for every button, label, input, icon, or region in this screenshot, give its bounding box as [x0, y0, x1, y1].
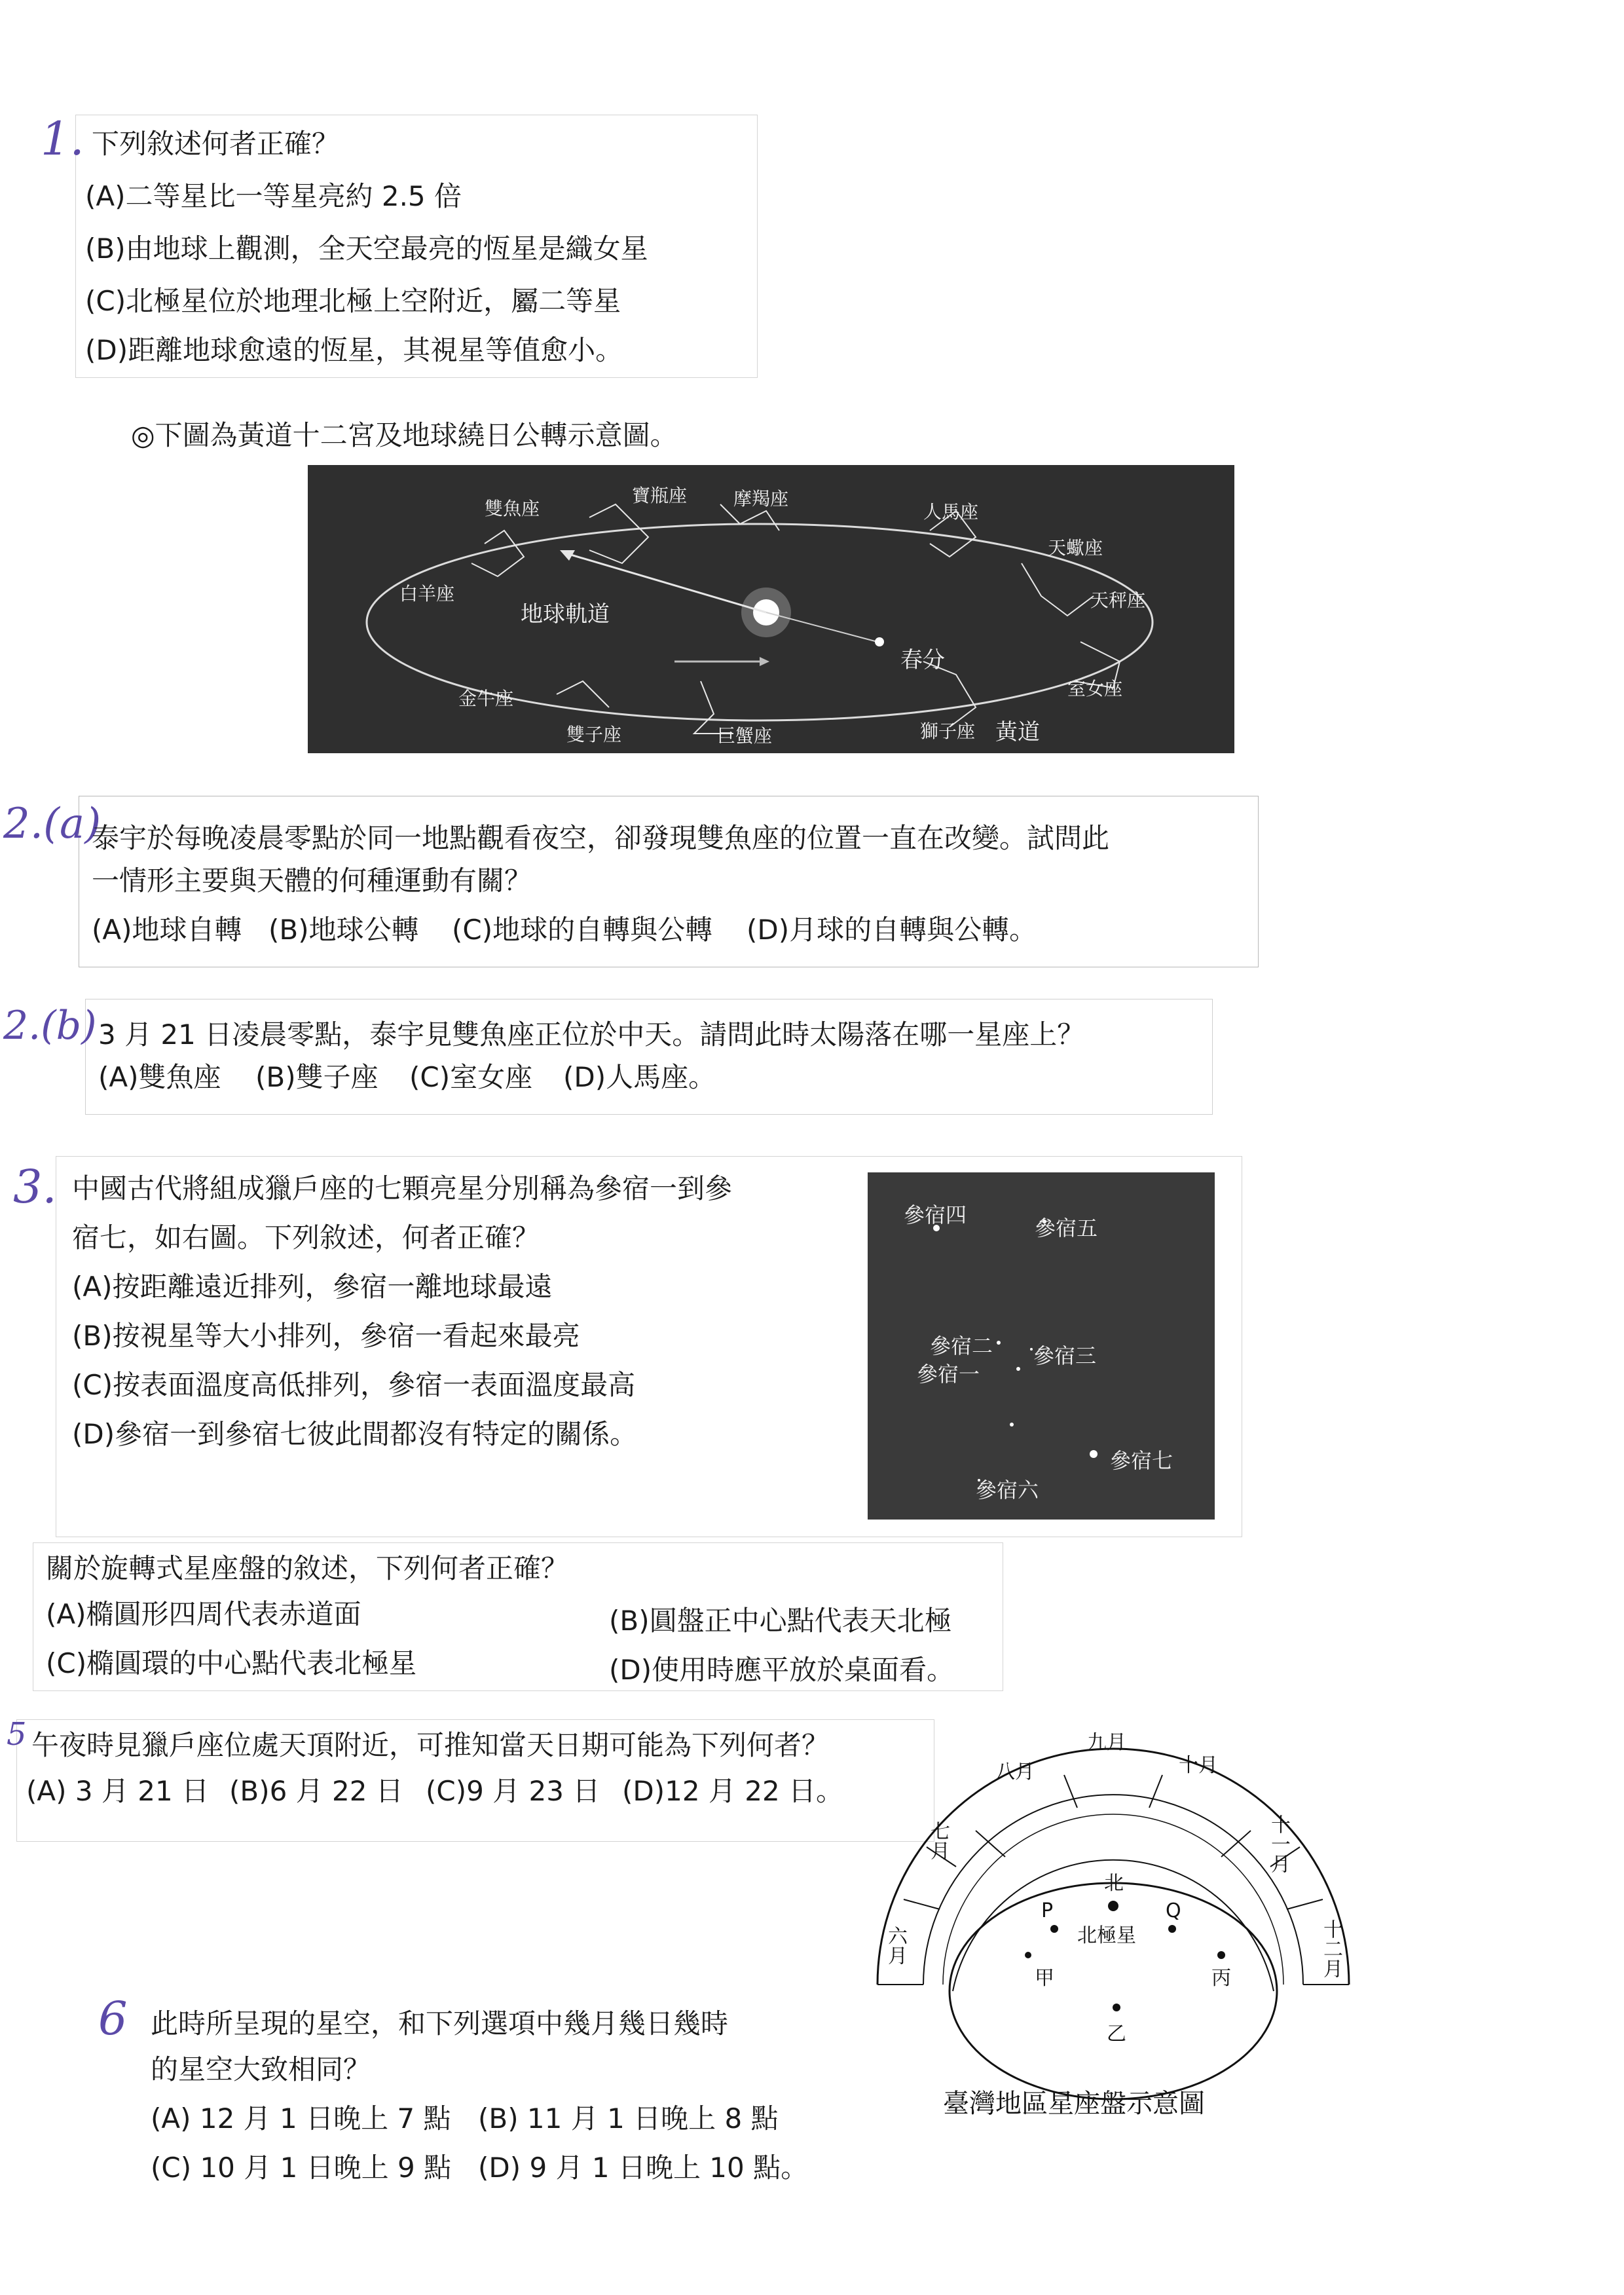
month-august: 八月: [995, 1761, 1035, 1783]
question-5-option-c: (C)9 月 23 日: [426, 1775, 600, 1807]
label-earth-orbit: 地球軌道: [521, 601, 610, 627]
month-july: 七月: [927, 1821, 950, 1860]
question-2a-option-d: (D)月球的自轉與公轉。: [747, 914, 1037, 946]
label-north: 北: [1104, 1872, 1124, 1895]
question-3-number: 3.: [13, 1160, 57, 1214]
label-leo: 獅子座: [920, 720, 976, 742]
label-aries: 白羊座: [399, 583, 455, 605]
question-3-option-c: (C)按表面溫度高低排列，參宿一表面溫度最高: [72, 1369, 636, 1401]
question-2b-option-b: (B)雙子座: [255, 1061, 378, 1093]
question-3-stem-line-1: 中國古代將組成獵戶座的七顆亮星分別稱為參宿一到參: [72, 1172, 733, 1204]
month-november: 十一月: [1267, 1814, 1290, 1873]
question-2a-stem-line-1: 泰宇於每晚凌晨零點於同一地點觀看夜空，卻發現雙魚座的位置一直在改變。試問此: [92, 822, 1110, 854]
zodiac-diagram: [308, 465, 1234, 753]
question-6-option-d: (D) 9 月 1 日晚上 10 點。: [478, 2152, 809, 2184]
orion-photo: [868, 1172, 1215, 1520]
question-4-option-a: (A)橢圓形四周代表赤道面: [46, 1598, 361, 1630]
planisphere-caption: 臺灣地區星座盤示意圖: [943, 2089, 1205, 2119]
question-6-option-a: (A) 12 月 1 日晚上 7 點: [151, 2102, 451, 2135]
question-4-option-d: (D)使用時應平放於桌面看。: [609, 1654, 955, 1686]
question-1-option-c: (C)北極星位於地理北極上空附近，屬二等星: [85, 285, 621, 317]
label-pisces: 雙魚座: [485, 498, 540, 519]
question-2b-option-a: (A)雙魚座: [98, 1061, 221, 1093]
question-2a-stem-line-2: 一情形主要與天體的何種運動有關？: [92, 865, 532, 897]
question-3-option-d: (D)參宿一到參宿七彼此間都沒有特定的關係。: [72, 1418, 638, 1450]
label-saiph: 參宿六: [976, 1478, 1039, 1502]
question-6-option-c: (C) 10 月 1 日晚上 9 點: [151, 2152, 452, 2184]
label-virgo: 室女座: [1067, 678, 1123, 700]
planisphere-center-dot: [1108, 1901, 1118, 1911]
month-june: 六月: [884, 1926, 907, 1965]
label-gemini: 雙子座: [566, 724, 622, 745]
label-cancer: 巨蟹座: [717, 725, 773, 747]
earth-dot: [875, 637, 884, 646]
question-3-option-b: (B)按視星等大小排列，參宿一看起來最亮: [72, 1320, 580, 1352]
question-6-number: 6: [98, 1992, 128, 2045]
label-libra: 天秤座: [1090, 589, 1146, 611]
question-2b-block: [85, 999, 1213, 1115]
question-1-number: 1.: [41, 112, 84, 166]
question-2b-number: 2.(b): [3, 1003, 97, 1049]
label-bellatrix: 參宿五: [1035, 1216, 1098, 1241]
label-alnilam: 參宿二: [930, 1334, 993, 1358]
label-ecliptic: 黃道: [995, 719, 1040, 745]
question-1-stem: 下列敘述何者正確？: [92, 128, 340, 160]
label-mintaka: 參宿三: [1033, 1343, 1097, 1368]
month-october: 十月: [1179, 1754, 1218, 1777]
label-sagittarius: 人馬座: [923, 501, 979, 523]
label-rigel: 參宿七: [1110, 1448, 1173, 1473]
planisphere-art: [864, 1709, 1362, 2116]
label-scorpius: 天蠍座: [1048, 537, 1103, 559]
month-december: 十二月: [1320, 1919, 1342, 1978]
zodiac-intro: ◎下圖為黃道十二宮及地球繞日公轉示意圖。: [131, 419, 678, 451]
question-5-stem: 午夜時見獵戶座位處天頂附近，可推知當天日期可能為下列何者？: [31, 1729, 830, 1761]
question-2a-option-c: (C)地球的自轉與公轉: [452, 914, 713, 946]
question-5-number: 5: [7, 1716, 27, 1753]
label-q: Q: [1166, 1899, 1181, 1922]
label-yi: 乙: [1107, 2023, 1126, 2045]
question-5-option-d: (D)12 月 22 日。: [622, 1775, 844, 1807]
question-4-stem: 關於旋轉式星座盤的敘述，下列何者正確？: [46, 1552, 569, 1584]
month-september: 九月: [1087, 1731, 1126, 1754]
label-capricorn: 摩羯座: [733, 488, 789, 510]
question-5-option-b: (B)6 月 22 日: [229, 1775, 403, 1807]
question-3-stem-line-2: 宿七，如右圖。下列敘述，何者正確？: [72, 1222, 540, 1254]
label-vernal-equinox: 春分: [900, 647, 945, 673]
planisphere-diagram: [864, 1709, 1362, 2119]
question-2b-option-c: (C)室女座: [409, 1061, 533, 1093]
label-jia: 甲: [1035, 1967, 1054, 1990]
question-2a-number: 2.(a): [3, 800, 101, 848]
question-1-option-d: (D)距離地球愈遠的恆星，其視星等值愈小。: [85, 334, 623, 366]
question-4-option-b: (B)圓盤正中心點代表天北極: [609, 1605, 952, 1637]
question-1-option-a: (A)二等星比一等星亮約 2.5 倍: [85, 180, 462, 212]
question-1-option-b: (B)由地球上觀測，全天空最亮的恆星是織女星: [85, 233, 648, 265]
question-2b-stem: 3 月 21 日凌晨零點，泰宇見雙魚座正位於中天。請問此時太陽落在哪一星座上？: [98, 1018, 1085, 1051]
question-2a-option-b: (B)地球公轉: [268, 914, 419, 946]
planisphere-window: [950, 1883, 1277, 2099]
question-2b-option-d: (D)人馬座。: [563, 1061, 716, 1093]
question-6-option-b: (B) 11 月 1 日晚上 8 點: [478, 2102, 779, 2135]
label-taurus: 金牛座: [458, 688, 514, 709]
label-bing: 丙: [1211, 1967, 1231, 1990]
label-alnitak: 參宿一: [917, 1362, 980, 1387]
question-6-stem-line-1: 此時所呈現的星空，和下列選項中幾月幾日幾時: [151, 2007, 729, 2040]
question-6-stem-line-2: 的星空大致相同？: [151, 2053, 371, 2085]
label-betelgeuse: 參宿四: [904, 1203, 967, 1227]
question-4-option-c: (C)橢圓環的中心點代表北極星: [46, 1647, 417, 1679]
label-polaris: 北極星: [1077, 1924, 1136, 1947]
question-5-option-a: (A) 3 月 21 日: [26, 1775, 210, 1807]
label-aquarius: 寶瓶座: [632, 485, 688, 506]
question-3-option-a: (A)按距離遠近排列，參宿一離地球最遠: [72, 1271, 553, 1303]
question-2a-option-a: (A)地球自轉: [92, 914, 242, 946]
label-p: P: [1041, 1899, 1054, 1922]
